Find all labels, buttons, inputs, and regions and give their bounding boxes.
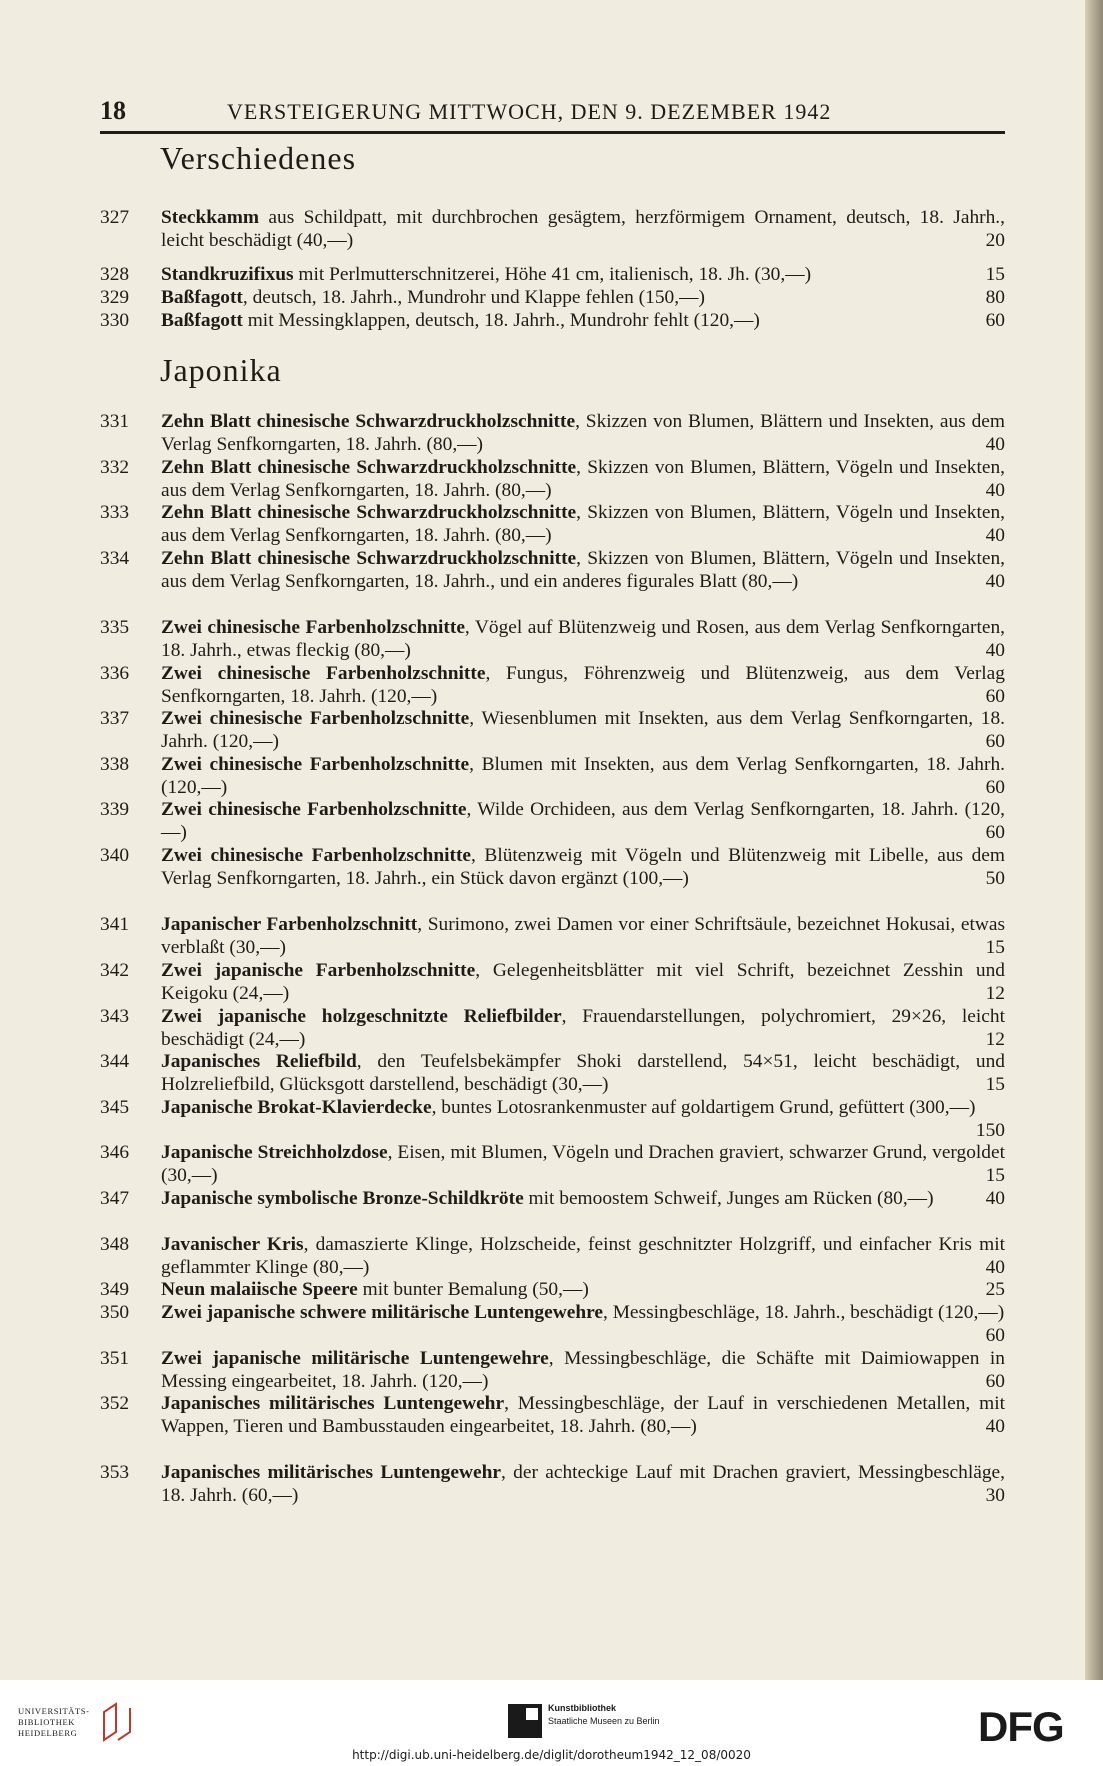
lot-title: Zwei chinesische Farbenholzschnitte: [161, 754, 470, 775]
lot-number: 327: [100, 207, 130, 228]
lot-number: 337: [100, 708, 130, 729]
lot-entry: [100, 411, 1005, 456]
lot-description: [161, 287, 1005, 310]
lot-entry: [100, 663, 1005, 708]
lot-price: 30: [985, 1484, 1005, 1506]
lot-description: [161, 264, 1005, 287]
lot-number: 343: [100, 1006, 130, 1027]
university-library-label: [18, 1706, 90, 1739]
lot-entry: [100, 914, 1005, 959]
lot-title: Zwei japanische militärische Luntengewehre: [161, 1348, 549, 1369]
lot-entry: [100, 1348, 1005, 1393]
lot-number: 338: [100, 754, 130, 775]
lot-price: 40: [985, 479, 1005, 501]
lot-text: , Messingbeschläge, die Schäfte mit Daimiowappen in Messing eingearbeitet, 18. Jahrh. (120,—): [161, 1348, 1005, 1392]
lot-description: [161, 457, 1005, 502]
lot-number: 341: [100, 914, 130, 935]
lot-number: 333: [100, 502, 130, 523]
lot-price: 40: [985, 570, 1005, 592]
lot-price: 60: [985, 730, 1005, 752]
lot-entry: [100, 207, 1005, 252]
lot-number: 330: [100, 310, 130, 331]
lot-number: 334: [100, 548, 130, 569]
lot-entry: [100, 1051, 1005, 1096]
lot-description: [161, 548, 1005, 593]
lot-price: 12: [985, 982, 1005, 1004]
lot-number: 345: [100, 1097, 130, 1118]
lot-entry: [100, 1188, 1005, 1211]
lot-title: Zwei chinesische Farbenholzschnitte: [161, 663, 486, 684]
lot-title: Javanischer Kris: [161, 1234, 304, 1255]
lot-number: 353: [100, 1462, 130, 1483]
lot-entry: [100, 1279, 1005, 1302]
lot-price: 40: [985, 639, 1005, 661]
lot-text: , Blütenzweig mit Vögeln und Blütenzweig mit Libelle, aus dem Verlag Senfkorngarten, 18. Jahrh., ein Stück davon ergänzt (100,—): [161, 845, 1006, 889]
lot-price: 150: [975, 1119, 1005, 1141]
kunstbibliothek-name: Kunstbibliothek: [548, 1703, 616, 1713]
lot-entry: [100, 1142, 1005, 1187]
lot-text: , deutsch, 18. Jahrh., Mundrohr und Klappe fehlen (150,—): [242, 287, 705, 308]
lot-text: mit bemoostem Schweif, Junges am Rücken (80,—): [523, 1188, 934, 1209]
lot-entry: [100, 617, 1005, 662]
lot-text: , Wiesenblumen mit Insekten, aus dem Verlag Senfkorngarten, 18. Jahrh. (120,—): [161, 708, 1005, 752]
source-url[interactable]: http://digi.ub.uni-heidelberg.de/diglit/dorotheum1942_12_08/0020: [352, 1748, 751, 1762]
lot-title: Zwei chinesische Farbenholzschnitte: [161, 617, 465, 638]
lot-price: 60: [985, 776, 1005, 798]
lot-price: 40: [985, 433, 1005, 455]
lot-description: [161, 663, 1005, 708]
lot-description: [161, 1097, 1005, 1141]
lot-description: [161, 754, 1005, 799]
lot-title: Japanisches militärisches Luntengewehr: [161, 1393, 505, 1414]
lot-title: Baßfagott: [161, 287, 243, 308]
lot-number: 350: [100, 1302, 130, 1323]
lot-description: [161, 845, 1005, 890]
lot-entry: [100, 845, 1005, 890]
lot-entry: [100, 960, 1005, 1005]
lot-price: 60: [985, 310, 1005, 331]
section-heading-verschiedenes: Verschiedenes: [160, 140, 357, 176]
lot-price: 60: [985, 685, 1005, 707]
lot-entry: [100, 708, 1005, 753]
lot-text: , damaszierte Klinge, Holzscheide, feinst geschnitzter Holzgriff, und einfacher Kris mit geflammter Klinge (80,—): [161, 1234, 1005, 1278]
lot-price: 25: [985, 1279, 1005, 1300]
lot-text: , Frauendarstellungen, polychromiert, 29×26, leicht beschädigt (24,—): [161, 1006, 1005, 1050]
lot-entry: [100, 287, 1005, 310]
lot-entry: [100, 1462, 1005, 1507]
lot-text: , Vögel auf Blütenzweig und Rosen, aus dem Verlag Senfkorngarten, 18. Jahrh., etwas fleckig (80,—): [161, 617, 1005, 661]
lot-description: [161, 1142, 1005, 1187]
lot-number: 344: [100, 1051, 130, 1072]
lot-number: 335: [100, 617, 130, 638]
lot-text: , Gelegenheitsblätter mit viel Schrift, bezeichnet Zesshin und Keigoku (24,—): [161, 960, 1006, 1004]
lot-number: 342: [100, 960, 130, 981]
lot-description: [161, 1188, 1005, 1211]
lot-price: 40: [985, 1415, 1005, 1437]
lot-title: Zwei chinesische Farbenholzschnitte: [161, 708, 470, 729]
lot-title: Japanische symbolische Bronze-Schildkröte: [161, 1188, 524, 1209]
university-logo-icon: [100, 1700, 134, 1744]
lot-entry: [100, 548, 1005, 593]
page-number: 18: [100, 96, 126, 125]
lot-title: Japanische Brokat-Klavierdecke: [161, 1097, 432, 1118]
lot-description: [161, 1393, 1005, 1438]
lot-price: 40: [985, 1256, 1005, 1278]
lot-entry: [100, 1234, 1005, 1279]
lot-title: Japanischer Farbenholzschnitt: [161, 914, 418, 935]
lot-entry: [100, 754, 1005, 799]
lot-title: Baßfagott: [161, 310, 243, 331]
lot-price: 15: [985, 1073, 1005, 1095]
lot-description: [161, 1302, 1005, 1346]
uni-line-1: UNIVERSITÄTS-: [18, 1706, 90, 1716]
lot-text: , Wilde Orchideen, aus dem Verlag Senfkorngarten, 18. Jahrh. (120,—): [161, 799, 1005, 843]
lot-price: 20: [985, 229, 1005, 251]
lot-title: Zehn Blatt chinesische Schwarzdruckholzschnitte: [161, 411, 576, 432]
lot-price: 50: [985, 867, 1005, 889]
lot-text: , Messingbeschläge, 18. Jahrh., beschädigt (120,—): [603, 1302, 1005, 1323]
lot-description: [161, 708, 1005, 753]
page-header: [100, 96, 1005, 130]
kunstbibliothek-label: [548, 1702, 660, 1728]
lot-text: , Eisen, mit Blumen, Vögeln und Drachen graviert, schwarzer Grund, vergoldet (30,—): [161, 1142, 1005, 1186]
lot-text: , Skizzen von Blumen, Blättern, Vögeln und Insekten, aus dem Verlag Senfkorngarten, 18. Jahrh. (80,—): [161, 502, 1005, 546]
lot-description: [161, 1348, 1005, 1393]
lot-price: 15: [985, 936, 1005, 958]
lot-price: 80: [985, 287, 1005, 308]
lot-entry: [100, 310, 1005, 333]
lot-number: 331: [100, 411, 130, 432]
lot-description: [161, 960, 1005, 1005]
lot-price: 60: [985, 1324, 1005, 1346]
lot-price: 40: [985, 1188, 1005, 1209]
lot-number: 346: [100, 1142, 130, 1163]
lot-description: [161, 1279, 1005, 1302]
lot-text: , Skizzen von Blumen, Blättern, Vögeln und Insekten, aus dem Verlag Senfkorngarten, 18. Jahrh., und ein anderes figurales Blatt (80,—): [161, 548, 1005, 592]
lot-title: Neun malaiische Speere: [161, 1279, 358, 1300]
lot-title: Zwei japanische holzgeschnitzte Reliefbilder: [161, 1006, 562, 1027]
lot-price: 60: [985, 1370, 1005, 1392]
page-edge-shadow: [1085, 0, 1103, 1680]
uni-line-2: BIBLIOTHEK: [18, 1717, 75, 1727]
lot-title: Zehn Blatt chinesische Schwarzdruckholzschnitte: [161, 502, 577, 523]
lot-number: 336: [100, 663, 130, 684]
lot-title: Steckkamm: [161, 207, 260, 228]
lot-description: [161, 207, 1005, 252]
header-rule: [100, 131, 1005, 134]
lot-description: [161, 502, 1005, 547]
lot-description: [161, 411, 1005, 456]
lot-text: , Skizzen von Blumen, Blättern und Insekten, aus dem Verlag Senfkorngarten, 18. Jahrh. (80,—): [161, 411, 1005, 455]
lot-text: , Skizzen von Blumen, Blättern, Vögeln und Insekten, aus dem Verlag Senfkorngarten, 18. Jahrh. (80,—): [161, 457, 1005, 501]
lot-description: [161, 1051, 1005, 1096]
lot-number: 352: [100, 1393, 130, 1414]
uni-line-3: HEIDELBERG: [18, 1728, 78, 1738]
lot-number: 329: [100, 287, 130, 308]
lot-title: Zehn Blatt chinesische Schwarzdruckholzschnitte: [161, 548, 577, 569]
lot-entry: [100, 1006, 1005, 1051]
lot-entry: [100, 264, 1005, 287]
lot-number: 332: [100, 457, 130, 478]
lot-price: 15: [985, 1164, 1005, 1186]
lot-entry: [100, 457, 1005, 502]
lot-number: 339: [100, 799, 130, 820]
lot-text: , Surimono, zwei Damen vor einer Schriftsäule, bezeichnet Hokusai, etwas verblaßt (30,—): [161, 914, 1006, 958]
lot-description: [161, 914, 1005, 959]
lot-description: [161, 1462, 1005, 1507]
lot-price: 40: [985, 524, 1005, 546]
dfg-logo: DFG: [978, 1703, 1064, 1750]
lot-entry: [100, 1302, 1005, 1347]
lot-description: [161, 1234, 1005, 1279]
lot-number: 347: [100, 1188, 130, 1209]
lot-number: 351: [100, 1348, 130, 1369]
lot-title: Zwei japanische Farbenholzschnitte: [161, 960, 476, 981]
lot-number: 328: [100, 264, 130, 285]
lot-price: 60: [985, 821, 1005, 843]
lot-number: 349: [100, 1279, 130, 1300]
lot-title: Japanisches militärisches Luntengewehr: [161, 1462, 501, 1483]
digitization-footer: [0, 1680, 1103, 1766]
lot-description: [161, 310, 1005, 333]
lot-text: mit Perlmutterschnitzerei, Höhe 41 cm, italienisch, 18. Jh. (30,—): [293, 264, 812, 285]
lot-title: Japanisches Reliefbild: [161, 1051, 357, 1072]
lot-title: Japanische Streichholzdose: [161, 1142, 388, 1163]
lot-title: Zwei japanische schwere militärische Luntengewehre: [161, 1302, 603, 1323]
lot-description: [161, 1006, 1005, 1051]
kunstbibliothek-sub: Staatliche Museen zu Berlin: [548, 1716, 660, 1726]
lot-price: 12: [985, 1028, 1005, 1050]
lot-entry: [100, 1097, 1005, 1142]
lot-title: Zehn Blatt chinesische Schwarzdruckholzschnitte: [161, 457, 577, 478]
lot-title: Zwei chinesische Farbenholzschnitte: [161, 845, 472, 866]
lot-title: Standkruzifixus: [161, 264, 294, 285]
lot-title: Zwei chinesische Farbenholzschnitte: [161, 799, 467, 820]
lot-description: [161, 617, 1005, 662]
lot-entry: [100, 1393, 1005, 1438]
lot-text: , Blumen mit Insekten, aus dem Verlag Senfkorngarten, 18. Jahrh. (120,—): [161, 754, 1005, 798]
lot-text: , der achteckige Lauf mit Drachen graviert, Messingbeschläge, 18. Jahrh. (60,—): [161, 1462, 1006, 1506]
lot-price: 15: [985, 264, 1005, 285]
section-heading-japonika: Japonika: [160, 352, 282, 388]
kunstbibliothek-logo-icon: [508, 1704, 542, 1738]
lot-number: 348: [100, 1234, 130, 1255]
lot-text: mit bunter Bemalung (50,—): [357, 1279, 589, 1300]
lot-number: 340: [100, 845, 130, 866]
lot-description: [161, 799, 1005, 844]
lot-text: , Fungus, Föhrenzweig und Blütenzweig, aus dem Verlag Senfkorngarten, 18. Jahrh. (120,—): [161, 663, 1005, 707]
lot-entry: [100, 799, 1005, 844]
lot-entry: [100, 502, 1005, 547]
lot-text: , buntes Lotosrankenmuster auf goldartigem Grund, gefüttert (300,—): [431, 1097, 976, 1118]
lot-text: , Messingbeschläge, der Lauf in verschiedenen Metallen, mit Wappen, Tieren und Bambusstauden eingearbeitet, 18. Jahrh. (80,—): [161, 1393, 1005, 1437]
lot-text: , den Teufelsbekämpfer Shoki darstellend, 54×51, leicht beschädigt, und Holzreliefbild, Glücksgott darstellend, beschädigt (30,—): [161, 1051, 1005, 1095]
lot-text: mit Messingklappen, deutsch, 18. Jahrh., Mundrohr fehlt (120,—): [242, 310, 760, 331]
lot-text: aus Schildpatt, mit durchbrochen gesägtem, herzförmigem Ornament, deutsch, 18. Jahrh., leicht beschädigt (40,—): [161, 207, 1005, 251]
running-title: VERSTEIGERUNG MITTWOCH, DEN 9. DEZEMBER 1942: [227, 99, 832, 124]
